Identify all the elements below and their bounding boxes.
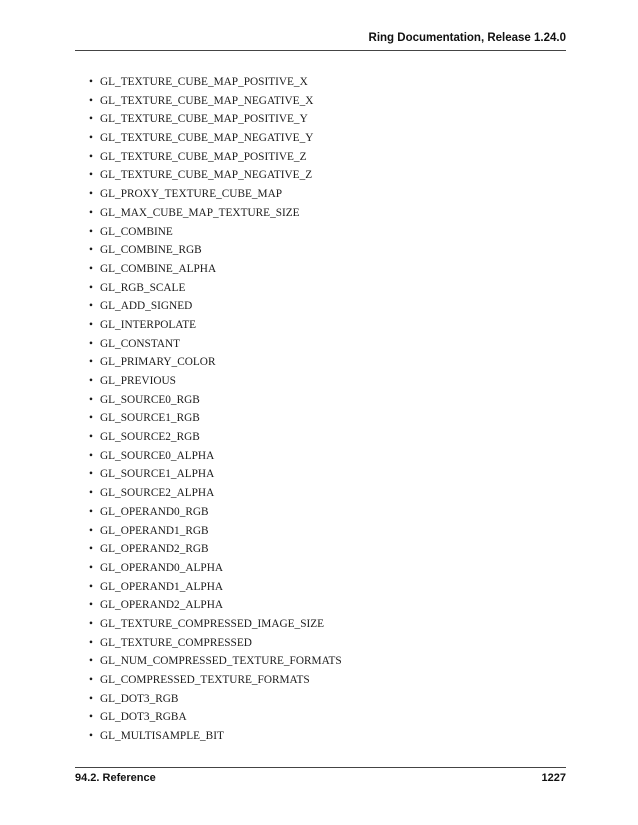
- constant-name: GL_SOURCE1_ALPHA: [100, 468, 215, 481]
- list-item: [89, 578, 342, 597]
- list-item: [89, 391, 342, 410]
- constant-name: GL_OPERAND2_RGB: [100, 543, 209, 556]
- list-item: [89, 316, 342, 335]
- bullet-icon: •: [89, 730, 93, 743]
- section-title: 94.2. Reference: [75, 772, 156, 784]
- bullet-icon: •: [89, 412, 93, 425]
- list-item: [89, 241, 342, 260]
- constant-name: GL_COMBINE_RGB: [100, 244, 202, 257]
- list-item: [89, 335, 342, 354]
- list-item: [89, 409, 342, 428]
- list-item: [89, 690, 342, 709]
- bullet-icon: •: [89, 225, 93, 238]
- list-item: [89, 297, 342, 316]
- constant-name: GL_DOT3_RGBA: [100, 711, 187, 724]
- constant-name: GL_TEXTURE_CUBE_MAP_NEGATIVE_X: [100, 94, 314, 107]
- list-item: [89, 260, 342, 279]
- constant-name: GL_PREVIOUS: [100, 375, 176, 387]
- page-footer: [75, 767, 566, 788]
- list-item: [89, 204, 342, 223]
- list-item: [89, 615, 342, 634]
- constant-list: [89, 73, 342, 746]
- bullet-icon: •: [89, 337, 93, 350]
- bullet-icon: •: [89, 449, 93, 462]
- bullet-icon: •: [89, 674, 93, 686]
- constant-name: GL_TEXTURE_COMPRESSED: [100, 636, 252, 649]
- constant-name: GL_INTERPOLATE: [100, 318, 197, 331]
- bullet-icon: •: [89, 94, 93, 107]
- bullet-icon: •: [89, 113, 93, 126]
- list-item: [89, 634, 342, 653]
- bullet-icon: •: [89, 617, 93, 630]
- bullet-icon: •: [89, 169, 93, 182]
- list-item: [89, 522, 342, 541]
- constant-name: GL_TEXTURE_COMPRESSED_IMAGE_SIZE: [100, 617, 325, 630]
- constant-name: GL_SOURCE1_RGB: [100, 412, 200, 425]
- page-header: [75, 30, 566, 51]
- constant-name: GL_OPERAND1_ALPHA: [100, 580, 224, 593]
- constant-name: GL_OPERAND1_RGB: [100, 524, 209, 537]
- bullet-icon: •: [89, 206, 93, 219]
- constant-name: GL_COMBINE_ALPHA: [100, 262, 217, 275]
- constant-name: GL_COMPRESSED_TEXTURE_FORMATS: [100, 674, 310, 686]
- list-item: [89, 372, 342, 391]
- bullet-icon: •: [89, 431, 93, 444]
- constant-name: GL_TEXTURE_CUBE_MAP_NEGATIVE_Z: [100, 169, 313, 182]
- list-item: [89, 353, 342, 372]
- constant-name: GL_SOURCE2_ALPHA: [100, 487, 215, 500]
- bullet-icon: •: [89, 599, 93, 612]
- bullet-icon: •: [89, 150, 93, 163]
- list-item: [89, 503, 342, 522]
- bullet-icon: •: [89, 580, 93, 593]
- list-item: [89, 148, 342, 167]
- list-item: [89, 671, 342, 690]
- bullet-icon: •: [89, 487, 93, 500]
- constant-name: GL_SOURCE0_ALPHA: [100, 449, 215, 462]
- constant-name: GL_PROXY_TEXTURE_CUBE_MAP: [100, 188, 283, 201]
- list-item: [89, 73, 342, 92]
- constant-name: GL_CONSTANT: [100, 337, 181, 350]
- list-item: [89, 279, 342, 298]
- bullet-icon: •: [89, 262, 93, 275]
- bullet-icon: •: [89, 356, 93, 369]
- bullet-icon: •: [89, 692, 93, 705]
- page-number: 1227: [541, 772, 566, 784]
- list-item: [89, 447, 342, 466]
- constant-name: GL_OPERAND0_ALPHA: [100, 561, 224, 574]
- list-item: [89, 110, 342, 129]
- constant-name: GL_MULTISAMPLE_BIT: [100, 730, 224, 743]
- document-title: Ring Documentation, Release 1.24.0: [368, 32, 566, 44]
- list-item: [89, 185, 342, 204]
- constant-name: GL_TEXTURE_CUBE_MAP_POSITIVE_X: [100, 76, 308, 88]
- bullet-icon: •: [89, 524, 93, 537]
- constant-name: GL_PRIMARY_COLOR: [100, 356, 216, 369]
- bullet-icon: •: [89, 375, 93, 387]
- bullet-icon: •: [89, 468, 93, 481]
- bullet-icon: •: [89, 543, 93, 556]
- list-item: [89, 465, 342, 484]
- constant-name: GL_OPERAND0_RGB: [100, 505, 209, 518]
- bullet-icon: •: [89, 505, 93, 518]
- bullet-icon: •: [89, 561, 93, 574]
- list-item: [89, 708, 342, 727]
- bullet-icon: •: [89, 393, 93, 406]
- constant-name: GL_SOURCE0_RGB: [100, 393, 200, 406]
- list-item: [89, 596, 342, 615]
- constant-name: GL_TEXTURE_CUBE_MAP_NEGATIVE_Y: [100, 132, 314, 145]
- constant-name: GL_MAX_CUBE_MAP_TEXTURE_SIZE: [100, 206, 300, 219]
- list-item: [89, 428, 342, 447]
- constant-name: GL_NUM_COMPRESSED_TEXTURE_FORMATS: [100, 655, 342, 668]
- constant-name: GL_SOURCE2_RGB: [100, 431, 200, 444]
- bullet-icon: •: [89, 318, 93, 331]
- list-item: [89, 652, 342, 671]
- list-item: [89, 727, 342, 746]
- constant-name: GL_OPERAND2_ALPHA: [100, 599, 224, 612]
- list-item: [89, 223, 342, 242]
- bullet-icon: •: [89, 281, 93, 294]
- bullet-icon: •: [89, 188, 93, 201]
- bullet-icon: •: [89, 636, 93, 649]
- bullet-icon: •: [89, 655, 93, 668]
- bullet-icon: •: [89, 300, 93, 313]
- list-item: [89, 540, 342, 559]
- list-item: [89, 166, 342, 185]
- list-item: [89, 484, 342, 503]
- list-item: [89, 129, 342, 148]
- constant-name: GL_ADD_SIGNED: [100, 300, 193, 313]
- constant-name: GL_TEXTURE_CUBE_MAP_POSITIVE_Y: [100, 113, 308, 126]
- bullet-icon: •: [89, 132, 93, 145]
- list-item: [89, 559, 342, 578]
- list-item: [89, 92, 342, 111]
- bullet-icon: •: [89, 711, 93, 724]
- constant-name: GL_DOT3_RGB: [100, 692, 179, 705]
- constant-name: GL_COMBINE: [100, 225, 173, 238]
- bullet-icon: •: [89, 244, 93, 257]
- constant-name: GL_RGB_SCALE: [100, 281, 186, 294]
- bullet-icon: •: [89, 76, 93, 88]
- constant-name: GL_TEXTURE_CUBE_MAP_POSITIVE_Z: [100, 150, 307, 163]
